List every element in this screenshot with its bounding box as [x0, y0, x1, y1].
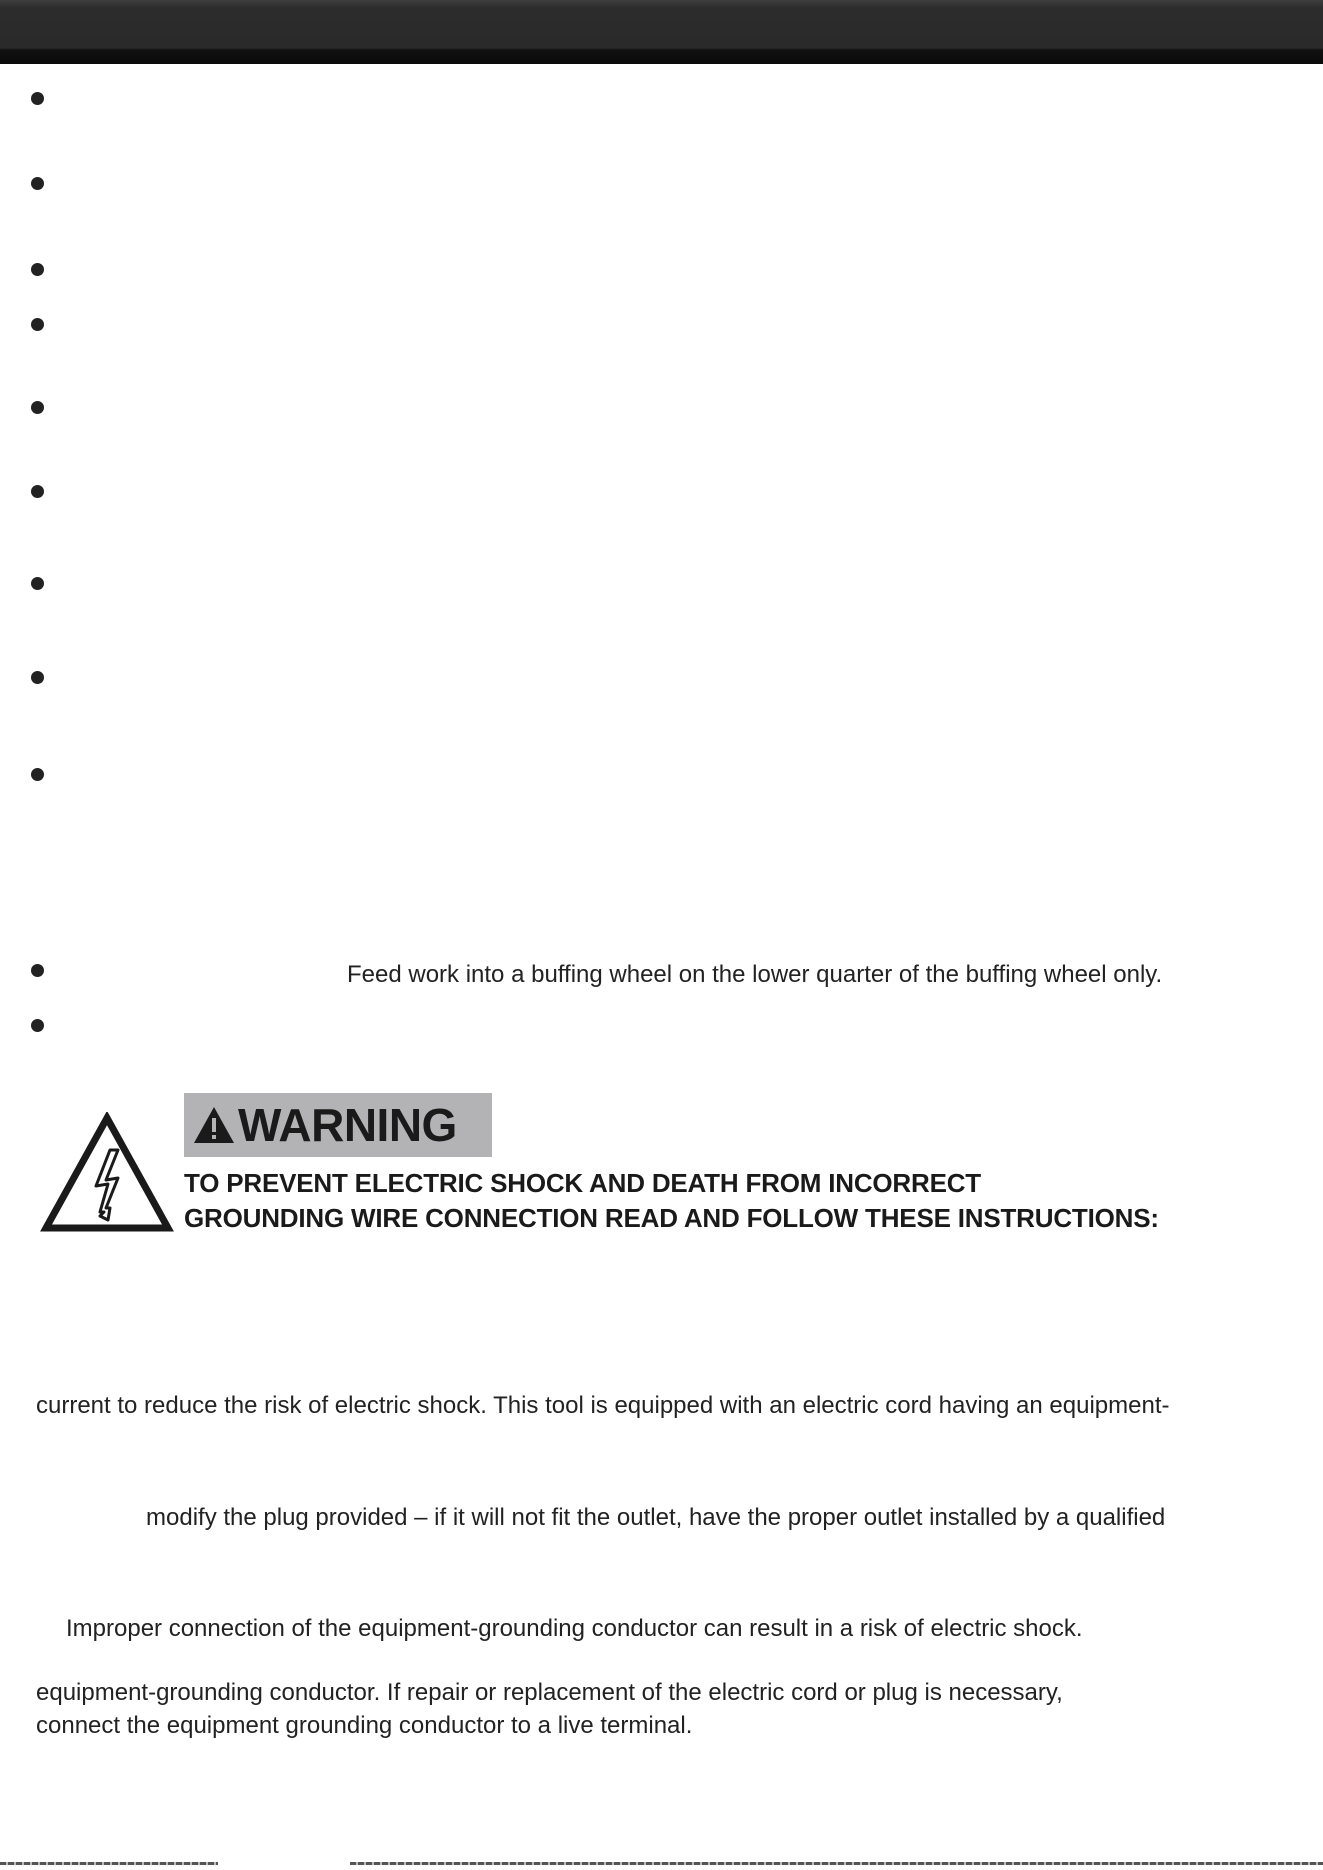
bullet-text-buffing: Feed work into a buffing wheel on the lower quarter of the buffing wheel only.: [347, 961, 1163, 988]
footer-rule: [0, 1862, 218, 1865]
warning-line-1: TO PREVENT ELECTRIC SHOCK AND DEATH FROM INCORRECT: [184, 1168, 981, 1198]
bullet-marker: [31, 964, 44, 977]
bullet-marker: [31, 177, 44, 190]
bullet-marker: [31, 577, 44, 590]
warning-line-2: GROUNDING WIRE CONNECTION READ AND FOLLOW THESE INSTRUCTIONS:: [184, 1203, 1159, 1233]
bullet-marker: [31, 485, 44, 498]
bullet-marker: [31, 401, 44, 414]
bullet-marker: [31, 671, 44, 684]
paragraph-line: current to reduce the risk of electric shock. This tool is equipped with an electric cord having an equipment-: [36, 1392, 1170, 1419]
paragraph-line: modify the plug provided – if it will not fit the outlet, have the proper outlet installed by a qualified: [146, 1504, 1166, 1531]
header-bar: [0, 0, 1323, 64]
bullet-marker: [31, 1019, 44, 1032]
bullet-marker: [31, 318, 44, 331]
warning-badge: [184, 1093, 492, 1157]
bullet-marker: [31, 263, 44, 276]
paragraph-line: equipment-grounding conductor. If repair or replacement of the electric cord or plug is necessary,: [36, 1679, 1063, 1706]
bullet-marker: [31, 768, 44, 781]
paragraph-line: connect the equipment grounding conductor to a live terminal.: [36, 1712, 693, 1739]
paragraph-line: Improper connection of the equipment-grounding conductor can result in a risk of electric shock.: [66, 1615, 1083, 1642]
footer-rule: [350, 1862, 1323, 1865]
warning-triangle-icon: [192, 1105, 236, 1145]
warning-label: WARNING: [238, 1099, 457, 1151]
electric-shock-hazard-icon: [40, 1112, 174, 1234]
bullet-marker: [31, 92, 44, 105]
